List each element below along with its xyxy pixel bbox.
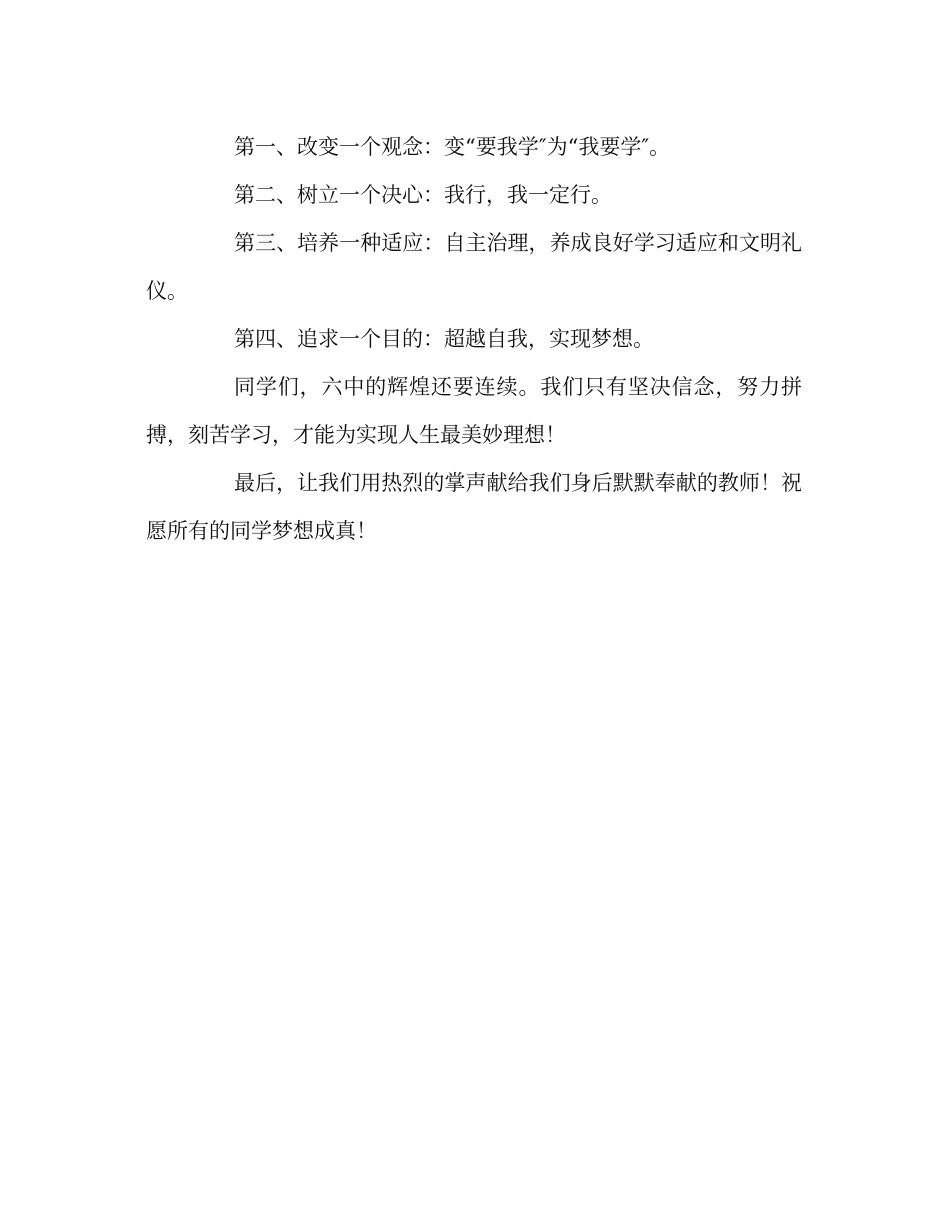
document-body [146, 123, 802, 555]
paragraph-2: 第二、树立一个决心：我行，我一定行。 [234, 183, 612, 207]
paragraph-1: 第一、改变一个观念：变“要我学″为“我要学″。 [234, 135, 671, 159]
paragraph-6: 最后，让我们用热烈的掌声献给我们身后默默奉献的教师！祝愿所有的同学梦想成真！ [146, 471, 802, 543]
paragraph-4: 第四、追求一个目的：超越自我，实现梦想。 [234, 327, 654, 351]
paragraph-3: 第三、培养一种适应：自主治理，养成良好学习适应和文明礼仪。 [146, 231, 802, 303]
paragraph-5: 同学们，六中的辉煌还要连续。我们只有坚决信念，努力拼搏，刻苦学习，才能为实现人生最美妙理想！ [146, 375, 802, 447]
